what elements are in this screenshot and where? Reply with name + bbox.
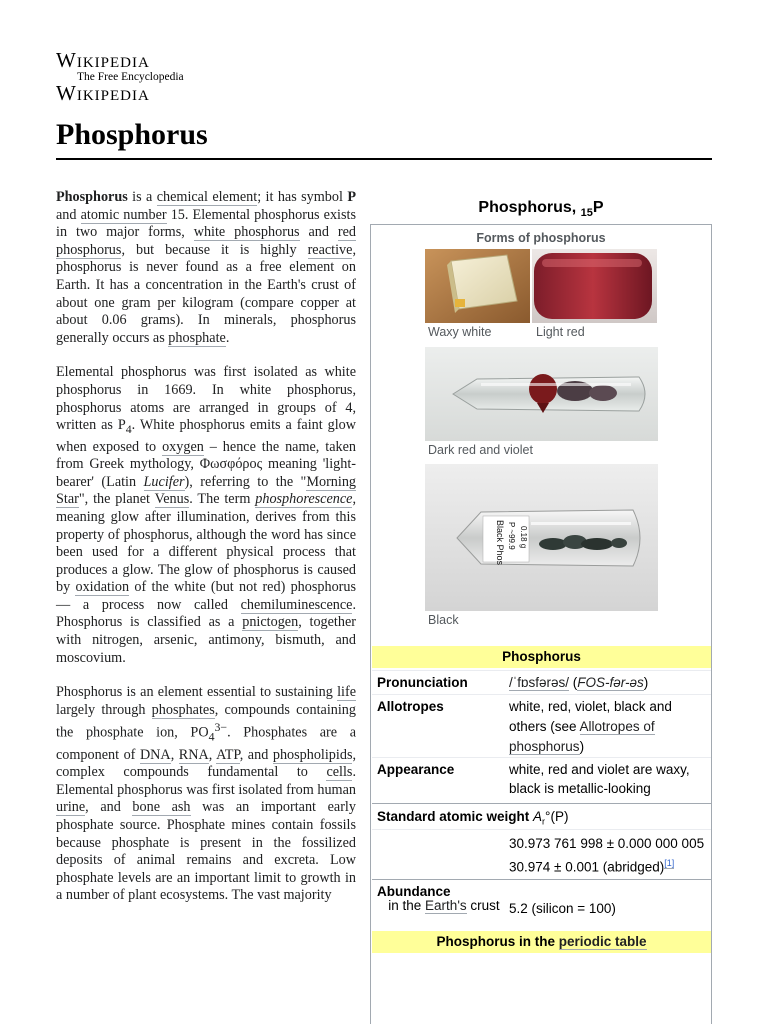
vial-label-3: 0.18 g: [519, 526, 528, 549]
text: white, red, violet, black and others (see: [509, 699, 672, 734]
label-allotropes: Allotropes: [377, 699, 444, 714]
caption-waxy-white: Waxy white: [428, 325, 492, 339]
atomic-number-sub: 15: [580, 207, 593, 220]
text: °(P): [545, 809, 569, 824]
infobox: [370, 224, 712, 1024]
text: Standard atomic weight: [377, 809, 534, 824]
value-pronunciation: [509, 673, 709, 692]
text: 30.974 ± 0.001 (abridged): [509, 859, 665, 875]
logo-tagline: The Free Encyclopedia: [77, 71, 184, 83]
text: in the: [388, 898, 426, 913]
row-abundance-crust: [372, 899, 711, 929]
element-symbol: P: [592, 199, 604, 216]
text: . The term: [189, 491, 256, 508]
ipa-link[interactable]: /ˈfɒsfərəs/: [509, 675, 570, 690]
link-lucifer[interactable]: Lucifer: [143, 473, 185, 490]
text: , phosphorus is never found as a free element on Earth. It has a concentration in the Earth's crust of about one gram per kilogram (compare copper at about 0.06 grams). In minerals, phosphorus generally occurs as: [56, 241, 356, 346]
text: .: [225, 329, 230, 346]
link-phosphate[interactable]: phosphate: [168, 329, 226, 346]
forms-title: Forms of phosphorus: [476, 231, 606, 245]
text: , together with nitrogen, arsenic, antimony, bismuth, and moscovium.: [56, 614, 356, 666]
text: and: [56, 206, 81, 223]
text: ; it has symbol: [257, 189, 348, 205]
light-red-image: [532, 249, 657, 323]
bold-term: Phosphorus: [56, 189, 128, 205]
text: ,: [170, 746, 179, 763]
value-abundance: 5.2 (silicon = 100): [509, 901, 616, 916]
link-urine[interactable]: urine: [56, 799, 86, 816]
link-reactive[interactable]: reactive: [307, 241, 353, 258]
value-atomic-weight-2: [509, 854, 709, 877]
row-appearance: [372, 757, 711, 802]
link-white-phosphorus[interactable]: white phosphorus: [193, 224, 300, 241]
text: . White phosphorus emits a faint glow when exposed to: [56, 417, 356, 455]
link-life[interactable]: life: [337, 684, 356, 701]
photo-black[interactable]: [425, 464, 658, 611]
respelling-link[interactable]: FOS-fər-əs: [577, 675, 644, 690]
link-phosphorescence[interactable]: phosphorescence: [255, 491, 353, 508]
infobox-header-phosphorus: Phosphorus: [372, 646, 711, 668]
text: , meaning glow after illumination, derives from this property of phosphorus, although the word has since been used for a different physical process that produces a glow. The glow of phosphorus is caused by: [56, 491, 356, 596]
value-atomic-weight-1: 30.973 761 998 ± 0.000 000 005: [509, 836, 705, 851]
logo-wordmark-top: Wikipedia: [56, 48, 150, 72]
text: ,: [208, 746, 217, 763]
text: . Phosphorus is classified as a: [56, 596, 356, 631]
reference-link[interactable]: [1]: [664, 858, 675, 868]
link-morning-star[interactable]: Morning Star: [56, 473, 357, 508]
link-pnictogen[interactable]: pnictogen: [242, 614, 299, 631]
text: Elemental phosphorus was first isolated as white phosphorus in 1669. In white phosphorus, phosphorus atoms are arranged in groups of 4, written as P: [56, 364, 356, 434]
label-abundance[interactable]: Abundance: [377, 884, 451, 899]
link-rna[interactable]: RNA: [178, 746, 209, 763]
text: ): [643, 675, 649, 690]
text: , compounds containing the phosphate ion, PO: [56, 701, 356, 742]
text: ), referring to the ": [184, 473, 307, 490]
text: , and: [85, 799, 133, 816]
infobox-header-periodic-table: [372, 931, 711, 953]
link-oxidation[interactable]: oxidation: [75, 579, 130, 596]
link-cells[interactable]: cells: [326, 764, 353, 781]
subscript: 4: [125, 421, 132, 436]
paragraph-1: [56, 189, 356, 347]
page-title: Phosphorus: [56, 118, 208, 151]
paragraph-2: [56, 364, 356, 667]
text: ): [579, 739, 585, 754]
link-red-phosphorus[interactable]: red phosphorus: [56, 224, 356, 258]
text: was an important early phosphate source. Phosphate mines contain fossils because phosphate is present in the fossilized deposits of animal remains and excreta. Low phosphate levels are an important limit to growth in a number of plant ecosystems. The vast majority: [56, 799, 356, 904]
wikipedia-logo[interactable]: [56, 50, 206, 103]
paragraph-3: [56, 684, 356, 905]
dark-red-violet-image: [425, 347, 658, 441]
text: , but because it is highly: [121, 241, 308, 258]
caption-black: Black: [428, 613, 459, 627]
symbol: P: [347, 189, 356, 205]
row-pronunciation: [372, 670, 711, 695]
photo-waxy-white[interactable]: [425, 249, 530, 323]
symbol-a: A: [533, 809, 543, 824]
text: , and: [239, 746, 273, 763]
link-allotropes-of-phosphorus[interactable]: Allotropes of phosphorus: [509, 719, 655, 754]
title-divider: [56, 158, 712, 160]
vial-label-2: P ~99.9: [507, 522, 516, 550]
link-bone-ash[interactable]: bone ash: [132, 799, 191, 816]
text: of the white (but not red) phosphorus — a process now called: [56, 579, 357, 613]
caption-text: Phosphorus,: [478, 199, 581, 216]
text: 15. Elemental phosphorus exists in two major forms,: [56, 206, 356, 241]
text: largely through: [56, 701, 152, 718]
photo-light-red[interactable]: [532, 249, 657, 323]
text: ", the planet: [78, 491, 155, 508]
link-chemical-element[interactable]: chemical element: [156, 189, 258, 205]
link-atp[interactable]: ATP: [216, 746, 240, 763]
caption-light-red: Light red: [536, 325, 585, 339]
link-phospholipids[interactable]: phospholipids: [272, 746, 353, 763]
article-body: [56, 189, 356, 922]
text: , complex compounds fundamental to: [56, 746, 357, 781]
black-phosphorus-image: [425, 464, 658, 611]
text: is a: [127, 189, 157, 205]
infobox-caption: [370, 199, 712, 219]
text: . Elemental phosphorus was first isolated from human: [56, 764, 356, 798]
superscript: 3−: [214, 720, 228, 735]
link-phosphates[interactable]: phosphates: [151, 701, 215, 718]
link-periodic-table[interactable]: periodic table: [558, 934, 647, 949]
link-oxygen[interactable]: oxygen: [162, 438, 204, 455]
row-atomic-weight-header: [372, 803, 711, 830]
subscript: 4: [208, 730, 215, 745]
text: and: [299, 224, 338, 241]
logo-wordmark-bottom: Wikipedia: [56, 81, 150, 105]
label-appearance: Appearance: [377, 762, 455, 777]
photo-dark-red-violet[interactable]: [425, 347, 658, 441]
text: (: [569, 675, 578, 690]
symbol-r: r: [542, 816, 546, 827]
row-atomic-weight-values: [372, 829, 711, 878]
label-earth-crust: [377, 899, 507, 913]
label-pronunciation: Pronunciation: [377, 675, 468, 690]
value-allotropes: [509, 697, 709, 757]
text: Phosphorus in the: [436, 934, 559, 949]
link-venus[interactable]: Venus: [154, 491, 190, 508]
vial-label-1: Black Phos: [495, 520, 505, 566]
waxy-white-image: [425, 249, 530, 323]
link-earths-crust[interactable]: Earth's: [425, 898, 467, 913]
link-chemiluminescence[interactable]: chemiluminescence: [240, 596, 353, 613]
text: crust: [466, 898, 500, 913]
text: – hence the name, taken from Greek mythology, Φωσφόρος meaning 'light-bearer' (Latin: [56, 438, 357, 490]
value-appearance: white, red and violet are waxy, black is metallic-looking: [509, 762, 690, 796]
row-allotropes: [372, 694, 711, 757]
caption-dark-red-violet: Dark red and violet: [428, 443, 533, 457]
link-atomic-number[interactable]: atomic number: [80, 206, 167, 223]
text: Phosphorus is an element essential to sustaining: [56, 684, 338, 701]
link-dna[interactable]: DNA: [139, 746, 171, 763]
label-atomic-weight[interactable]: [377, 807, 568, 832]
text: . Phosphates are a component of: [56, 725, 356, 763]
